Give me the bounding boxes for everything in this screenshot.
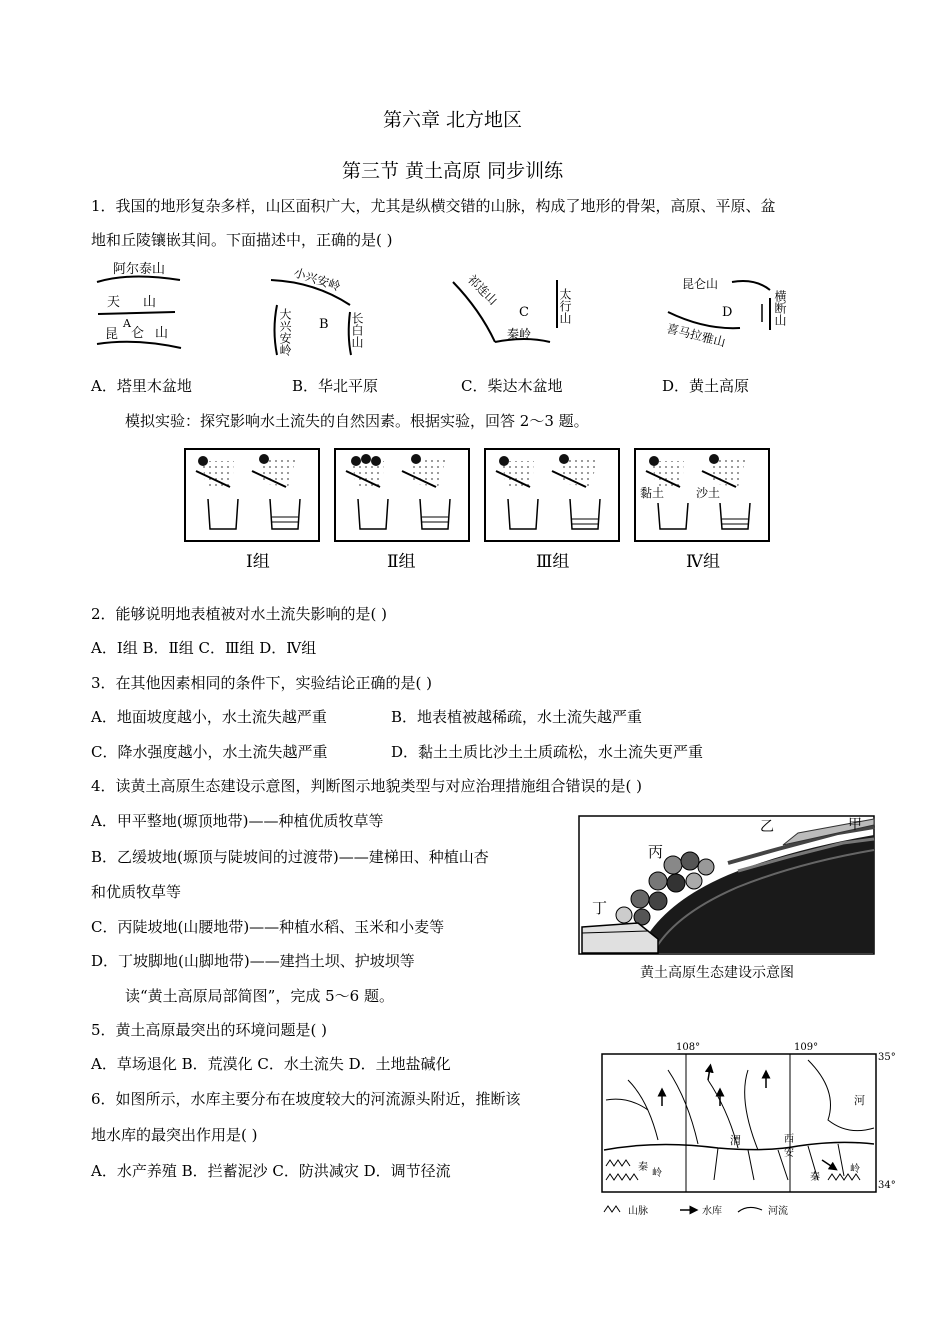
label-bing: 丙 [648,843,664,861]
q1-option-c[interactable]: C．柴达木盆地 [461,377,563,395]
label-taihangshan: 太行山 [558,288,572,324]
experiment-group-2 [335,449,469,541]
legend-river: 河流 [768,1206,788,1217]
q1-stem-line1: 1．我国的地形复杂多样，山区面积广大，尤其是纵横交错的山脉，构成了地形的骨架，高原、平原、盆 [91,197,776,215]
label-altai: 阿尔泰山 [113,262,166,277]
group-label-2: Ⅱ组 [387,552,416,572]
q6-stem-line1: 6．如图所示，水库主要分布在坡度较大的河流源头附近，推断该 [91,1090,521,1108]
label-yi: 乙 [760,819,774,835]
label-shan2: 山 [155,326,169,341]
loess-eco-figure [578,815,876,985]
q1-diagram-b [265,260,380,360]
experiment-figures [184,447,770,575]
q1-diagram-c [445,270,595,355]
label-kun: 昆 [105,327,119,342]
legend-reservoir: 水库 [702,1206,722,1217]
cloud-icon [259,454,269,464]
label-a: A [123,317,131,330]
q4-stem: 4．读黄土高原生态建设示意图，判断图示地貌类型与对应治理措施组合错误的是( ) [91,777,643,795]
label-lun: 仑 [131,326,145,341]
q4-option-b-line1[interactable]: B．乙缓坡地(塬顶与陡坡间的过渡带)——建梯田、种植山杏 [91,848,489,866]
lat-34: 34° [878,1180,896,1191]
label-ling: 岭 [652,1168,662,1179]
label-tian: 天 [107,295,121,310]
q3-stem: 3．在其他因素相同的条件下，实验结论正确的是( ) [91,674,433,692]
cloud-icon [198,456,208,466]
label-d: D [722,305,733,320]
label-c: C [519,305,529,320]
q1-option-d[interactable]: D．黄土高原 [662,377,750,395]
label-shan: 山 [143,295,157,310]
label-qin: 秦 [638,1162,648,1173]
q3-option-c[interactable]: C．降水强度越小，水土流失越严重 [91,743,328,761]
loess-map [598,1040,900,1220]
q4-option-b-line2[interactable]: 和优质牧草等 [91,883,182,901]
experiment-group-1 [185,449,319,541]
label-xi: 西 [784,1134,794,1145]
figure-caption: 黄土高原生态建设示意图 [640,965,794,981]
label-changbaishan: 长白山 [350,312,364,348]
label-an: 安 [784,1148,794,1159]
label-qinling: 秦岭 [507,327,532,341]
q1-option-b[interactable]: B．华北平原 [292,377,379,395]
q4-option-c[interactable]: C．丙陡坡地(山腰地带)——种植水稻、玉米和小麦等 [91,918,445,936]
q1-option-a[interactable]: A．塔里木盆地 [91,377,192,395]
legend-mountain: 山脉 [628,1206,648,1217]
label-jia: 甲 [848,817,862,833]
label-ling2: 岭 [850,1164,860,1175]
label-he: 河 [854,1094,865,1107]
experiment-group-4 [635,449,769,541]
group-label-4: Ⅳ组 [686,552,720,572]
mountain-legend-icon [604,1206,620,1212]
q4-option-d[interactable]: D．丁坡脚地(山脚地带)——建挡土坝、护坡坝等 [91,952,415,970]
section-title: 第三节 黄土高原 同步训练 [342,160,564,182]
label-b: B [319,317,329,332]
q1-diagram-d [660,270,805,360]
soil-label-clay: 黏土 [640,486,665,500]
experiment-intro: 模拟实验：探究影响水土流失的自然因素。根据实验，回答 2～3 题。 [125,412,589,430]
q1-diagram-a [95,258,195,358]
group-label-1: Ⅰ组 [246,552,270,572]
q3-option-b[interactable]: B．地表植被越稀疏，水土流失越严重 [391,708,643,726]
label-hengduanshan: 横断山 [773,290,787,326]
label-kunlunshan: 昆仑山 [682,277,719,291]
q2-options[interactable]: A．Ⅰ组 B．Ⅱ组 C．Ⅲ组 D．Ⅳ组 [91,639,317,657]
label-qilianshan: 祁连山 [464,272,501,308]
label-qin2: 秦 [810,1172,820,1183]
label-daxinganling: 大兴安岭 [278,308,292,356]
chapter-title: 第六章 北方地区 [383,109,523,131]
soil-label-sand: 沙土 [696,486,721,500]
label-ding: 丁 [592,899,608,917]
q5-stem: 5．黄土高原最突出的环境问题是( ) [91,1021,328,1039]
q3-option-a[interactable]: A．地面坡度越小，水土流失越严重 [91,708,327,726]
q3-option-d[interactable]: D．黏土土质比沙土土质疏松，水土流失更严重 [391,743,704,761]
q1-stem-line2: 地和丘陵镶嵌其间。下面描述中，正确的是( ) [91,231,393,249]
group-label-3: Ⅲ组 [536,552,570,572]
lon-109: 109° [794,1042,819,1053]
q4-option-a[interactable]: A．甲平整地(塬顶地带)——种植优质牧草等 [91,812,384,830]
q6-options[interactable]: A．水产养殖 B．拦蓄泥沙 C．防洪减灾 D．调节径流 [91,1162,451,1180]
map-intro: 读“黄土高原局部简图”，完成 5～6 题。 [125,987,394,1005]
river-legend-icon [738,1207,762,1212]
lon-108: 108° [676,1042,701,1053]
q2-stem: 2．能够说明地表植被对水土流失影响的是( ) [91,605,388,623]
q6-stem-line2: 地水库的最突出作用是( ) [91,1126,258,1144]
label-wei: 渭 [730,1134,741,1147]
label-xiaoxinganling: 小兴安岭 [292,265,343,294]
experiment-group-3 [485,449,619,541]
label-ximalaya: 喜马拉雅山 [665,321,727,350]
lat-35: 35° [878,1052,896,1063]
q5-options[interactable]: A．草场退化 B．荒漠化 C．水土流失 D．土地盐碱化 [91,1055,451,1073]
